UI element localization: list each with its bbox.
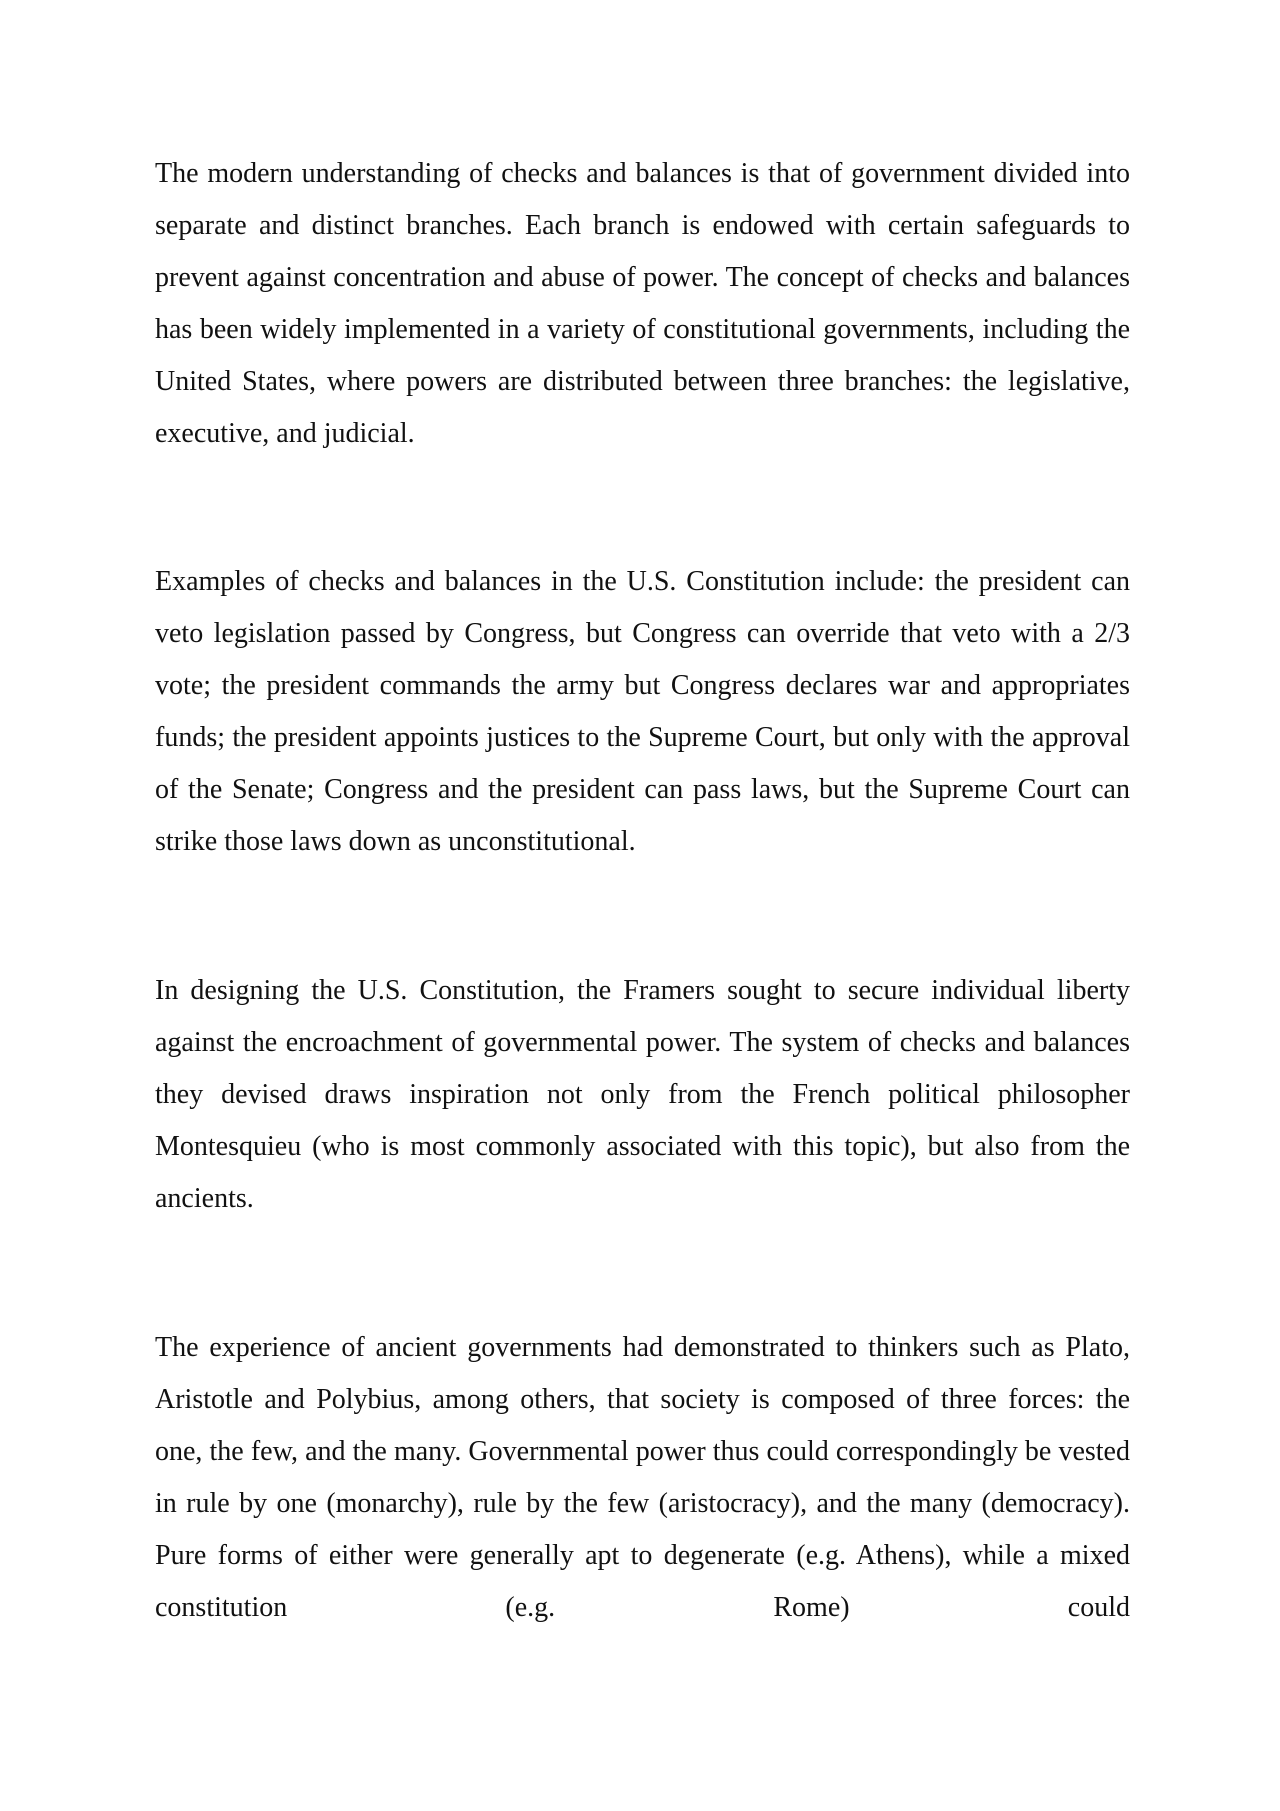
paragraph-ancient-governments: The experience of ancient governments had demonstrated to thinkers such as Plato, Aristotle and Polybius, among others, that society is composed of three forces: the one, the few, and the many. Governmental power thus could correspondingly be vested in rule by one (monarchy), rule by the few (aristocracy), and the many (democracy). Pure forms of either were generally apt to degenerate (e.g. Athens), while a mixed constitution (e.g. Rome) could — [155, 1332, 1130, 1623]
paragraph-constitution-examples: Examples of checks and balances in the U.S. Constitution include: the president can veto legislation passed by Congress, but Congress can override that veto with a 2/3 vote; the president commands the army but Congress declares war and appropriates funds; the president appoints justices to the Supreme Court, but only with the approval of the Senate; Congress and the president can pass laws, but the Supreme Court can strike those laws down as unconstitutional. — [155, 566, 1130, 857]
paragraph-checks-and-balances-definition: The modern understanding of checks and balances is that of government divided into separate and distinct branches. Each branch is endowed with certain safeguards to prevent against concentration and abuse of power. The concept of checks and balances has been widely implemented in a variety of constitutional governments, including the United States, where powers are distributed between three branches: the legislative, executive, and judicial. — [155, 158, 1130, 449]
paragraph-framers-inspiration: In designing the U.S. Constitution, the Framers sought to secure individual liberty against the encroachment of governmental power. The system of checks and balances they devised draws inspiration not only from the French political philosopher Montesquieu (who is most commonly associated with this topic), but also from the ancients. — [155, 975, 1130, 1214]
